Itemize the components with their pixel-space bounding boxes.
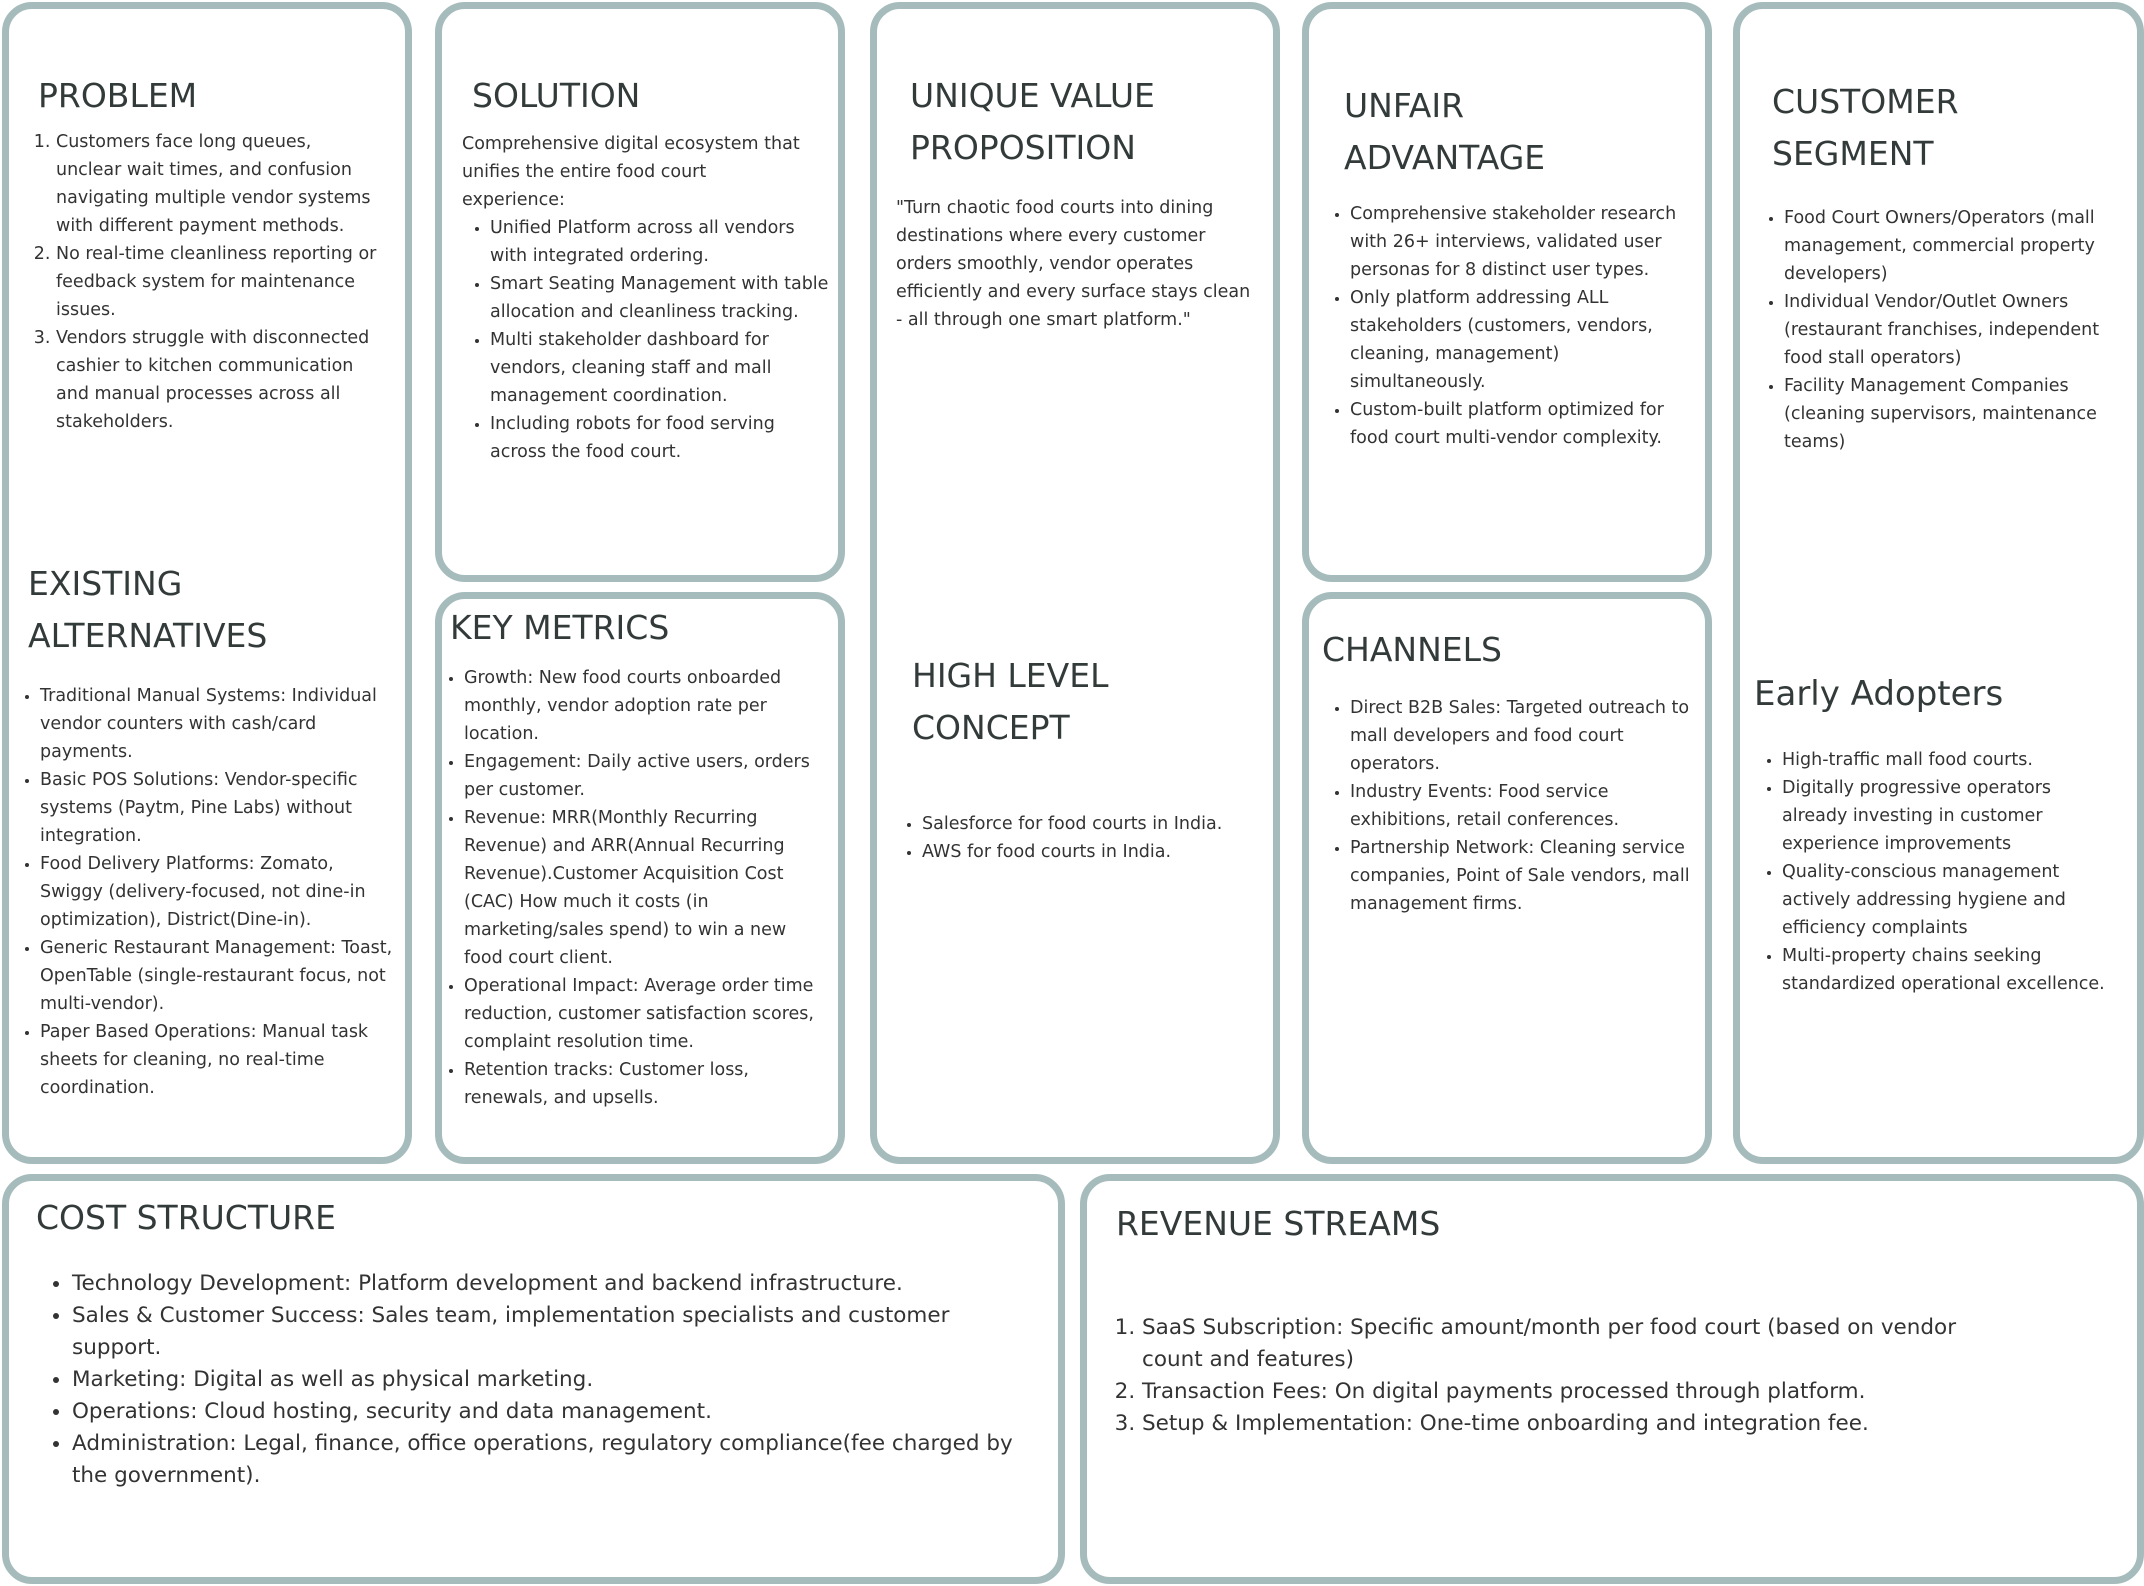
list-item: • Unified Platform across all vendors with integrated ordering. (490, 214, 832, 270)
list-item: • Sales & Customer Success: Sales team, implementation specialists and customer support. (72, 1300, 1016, 1364)
cost-structure-list (36, 1268, 1016, 1492)
list-item: • Food Delivery Platforms: Zomato, Swiggy (delivery-focused, not dine-in optimization), District(Dine-in). (40, 850, 398, 934)
cost-structure-section (36, 1192, 1016, 1492)
list-item: • Multi stakeholder dashboard for vendors, cleaning staff and mall management coordination. (490, 326, 832, 410)
list-item: • Technology Development: Platform development and backend infrastructure. (72, 1268, 1016, 1300)
revenue-streams-title: REVENUE STREAMS (1116, 1204, 1441, 1243)
list-item: 1. SaaS Subscription: Specific amount/month per food court (based on vendor count and features) (1142, 1312, 2016, 1376)
unfair-advantage-title: UNFAIR ADVANTAGE (1344, 86, 1546, 177)
cost-structure-title: COST STRUCTURE (36, 1198, 336, 1237)
list-item: • Individual Vendor/Outlet Owners (restaurant franchises, independent food stall operators) (1784, 288, 2112, 372)
list-item: • Salesforce for food courts in India. (922, 810, 1262, 838)
problem-section (38, 70, 378, 436)
channels-section (1322, 624, 1692, 918)
problem-title: PROBLEM (38, 76, 198, 115)
list-item: • Direct B2B Sales: Targeted outreach to mall developers and food court operators. (1350, 694, 1692, 778)
list-item: 3. Setup & Implementation: One-time onboarding and integration fee. (1142, 1408, 2016, 1440)
problem-list (38, 128, 378, 436)
uvp-title: UNIQUE VALUE PROPOSITION (910, 76, 1155, 167)
list-item: • Food Court Owners/Operators (mall management, commercial property developers) (1784, 204, 2112, 288)
uvp-text: "Turn chaotic food courts into dining destinations where every customer orders smoothly, vendor operates efficiently and every surface stays clean - all through one smart platform." (896, 198, 1251, 330)
early-adopters-title: Early Adopters (1754, 674, 2004, 714)
existing-alternatives-section (28, 558, 398, 1102)
list-item: • Generic Restaurant Management: Toast, OpenTable (single-restaurant focus, not multi-vendor). (40, 934, 398, 1018)
list-item: • Facility Management Companies (cleaning supervisors, maintenance teams) (1784, 372, 2112, 456)
channels-title: CHANNELS (1322, 630, 1502, 669)
list-item: • Industry Events: Food service exhibitions, retail conferences. (1350, 778, 1692, 834)
list-item: • Marketing: Digital as well as physical marketing. (72, 1364, 1016, 1396)
list-item: • High-traffic mall food courts. (1782, 746, 2114, 774)
list-item: • Multi-property chains seeking standardized operational excellence. (1782, 942, 2114, 998)
high-level-concept-section (912, 650, 1262, 866)
list-item: 2. Transaction Fees: On digital payments processed through platform. (1142, 1376, 2016, 1408)
list-item: 1. Customers face long queues, unclear wait times, and confusion navigating multiple vendor systems with different payment methods. (56, 128, 378, 240)
list-item: • Comprehensive stakeholder research with 26+ interviews, validated user personas for 8 distinct user types. (1350, 200, 1696, 284)
list-item: • Including robots for food serving across the food court. (490, 410, 832, 466)
channels-list (1322, 694, 1692, 918)
customer-segment-section (1772, 76, 2112, 456)
revenue-streams-section (1116, 1198, 2016, 1440)
list-item: • Partnership Network: Cleaning service companies, Point of Sale vendors, mall management firms. (1350, 834, 1692, 918)
list-item: • Quality-conscious management actively addressing hygiene and efficiency complaints (1782, 858, 2114, 942)
key-metrics-title: KEY METRICS (450, 608, 670, 647)
high-level-concept-title: HIGH LEVEL CONCEPT (912, 656, 1109, 747)
solution-section (462, 70, 832, 466)
list-item: • AWS for food courts in India. (922, 838, 1262, 866)
unfair-advantage-list (1336, 200, 1696, 452)
list-item: • Retention tracks: Customer loss, renewals, and upsells. (464, 1056, 830, 1112)
list-item: • Only platform addressing ALL stakeholders (customers, vendors, cleaning, management) simultaneously. (1350, 284, 1696, 396)
customer-segment-list (1772, 204, 2112, 456)
key-metrics-section (450, 602, 830, 1112)
list-item: • Traditional Manual Systems: Individual vendor counters with cash/card payments. (40, 682, 398, 766)
list-item: • Administration: Legal, finance, office operations, regulatory compliance(fee charged by the government). (72, 1428, 1016, 1492)
existing-alternatives-list (28, 682, 398, 1102)
high-level-concept-list (912, 810, 1262, 866)
solution-intro: Comprehensive digital ecosystem that unifies the entire food court experience: (462, 134, 800, 210)
key-metrics-list (450, 664, 830, 1112)
unfair-advantage-section (1336, 80, 1696, 452)
customer-segment-title: CUSTOMER SEGMENT (1772, 82, 1959, 173)
list-item: • Operations: Cloud hosting, security and data management. (72, 1396, 1016, 1428)
early-adopters-list (1754, 746, 2114, 998)
existing-alternatives-title: EXISTING ALTERNATIVES (28, 564, 268, 655)
list-item: 2. No real-time cleanliness reporting or feedback system for maintenance issues. (56, 240, 378, 324)
list-item: • Revenue: MRR(Monthly Recurring Revenue) and ARR(Annual Recurring Revenue).Customer Acquisition Cost (CAC) How much it costs (in marketing/sales spend) to win a new food court client. (464, 804, 830, 972)
list-item: • Engagement: Daily active users, orders per customer. (464, 748, 830, 804)
list-item: • Custom-built platform optimized for food court multi-vendor complexity. (1350, 396, 1696, 452)
list-item: • Digitally progressive operators already investing in customer experience improvements (1782, 774, 2114, 858)
list-item: • Operational Impact: Average order time reduction, customer satisfaction scores, complaint resolution time. (464, 972, 830, 1056)
list-item: • Growth: New food courts onboarded monthly, vendor adoption rate per location. (464, 664, 830, 748)
uvp-section (896, 70, 1256, 334)
solution-list (462, 214, 832, 466)
list-item: • Smart Seating Management with table allocation and cleanliness tracking. (490, 270, 832, 326)
solution-title: SOLUTION (472, 76, 641, 115)
list-item: • Paper Based Operations: Manual task sheets for cleaning, no real-time coordination. (40, 1018, 398, 1102)
revenue-streams-list (1116, 1312, 2016, 1440)
early-adopters-section (1754, 668, 2114, 998)
list-item: • Basic POS Solutions: Vendor-specific systems (Paytm, Pine Labs) without integration. (40, 766, 398, 850)
list-item: 3. Vendors struggle with disconnected cashier to kitchen communication and manual processes across all stakeholders. (56, 324, 378, 436)
